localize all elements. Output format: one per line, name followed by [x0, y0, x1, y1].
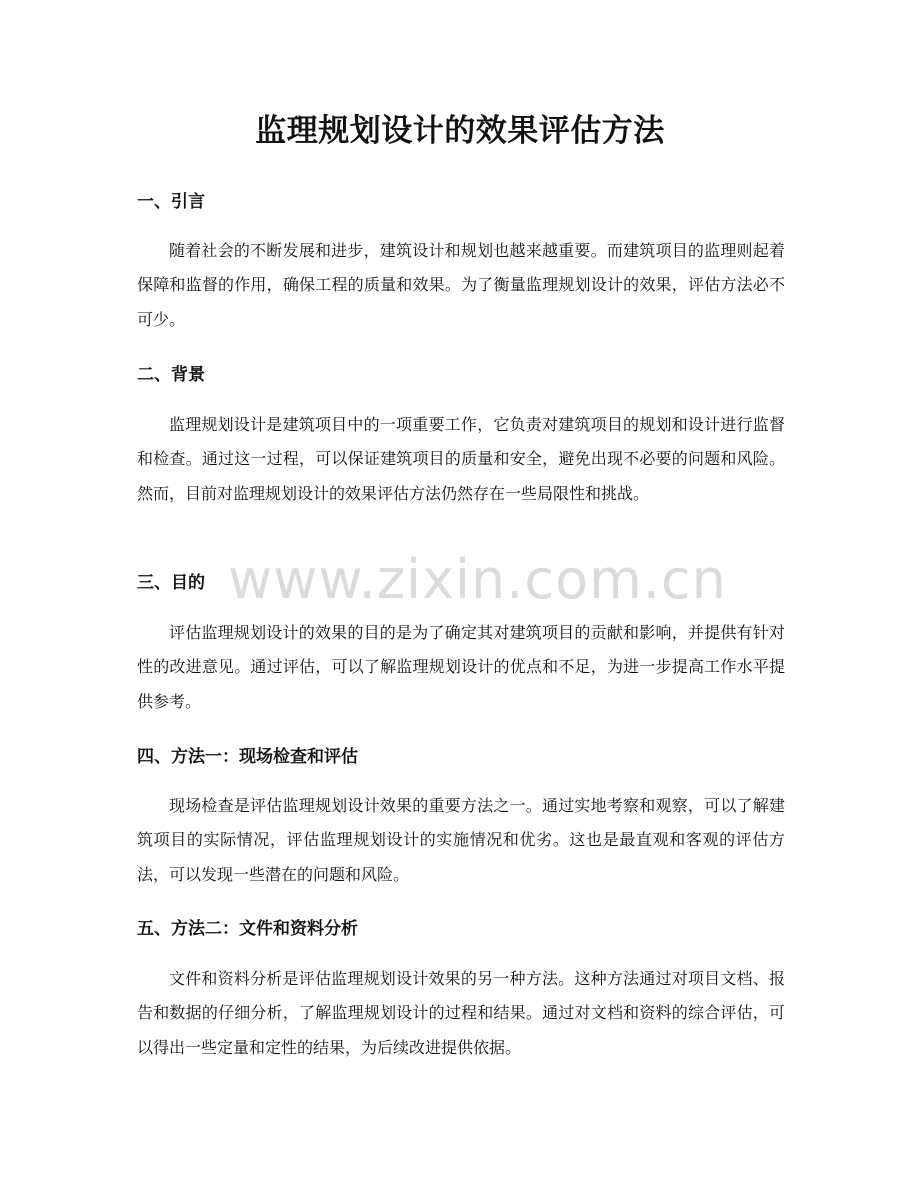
- section-heading-purpose: 三、目的: [137, 573, 205, 593]
- section-paragraph-method-one: 现场检查是评估监理规划设计效果的重要方法之一。通过实地考察和观察，可以了解建筑项目的实际情况，评估监理规划设计的实施情况和优劣。这也是最直观和客观的评估方法，可以发现一些潜在的问题和风险。: [137, 796, 785, 884]
- section-heading-background: 二、背景: [137, 365, 205, 385]
- section-heading-introduction: 一、引言: [137, 192, 205, 212]
- section-paragraph-background: 监理规划设计是建筑项目中的一项重要工作，它负责对建筑项目的规划和设计进行监督和检查。通过这一过程，可以保证建筑项目的质量和安全，避免出现不必要的问题和风险。然而，目前对监理规划设计的效果评估方法仍然存在一些局限性和挑战。: [137, 415, 785, 503]
- section-heading-method-two: 五、方法二：文件和资料分析: [137, 919, 358, 939]
- section-paragraph-method-two: 文件和资料分析是评估监理规划设计效果的另一种方法。这种方法通过对项目文档、报告和数据的仔细分析，了解监理规划设计的过程和结果。通过对文档和资料的综合评估，可以得出一些定量和定性的结果，为后续改进提供依据。: [137, 969, 785, 1057]
- section-paragraph-purpose: 评估监理规划设计的效果的目的是为了确定其对建筑项目的贡献和影响，并提供有针对性的改进意见。通过评估，可以了解监理规划设计的优点和不足，为进一步提高工作水平提供参考。: [137, 623, 785, 711]
- section-paragraph-introduction: 随着社会的不断发展和进步，建筑设计和规划也越来越重要。而建筑项目的监理则起着保障和监督的作用，确保工程的质量和效果。为了衡量监理规划设计的效果，评估方法必不可少。: [137, 241, 785, 329]
- section-heading-method-one: 四、方法一：现场检查和评估: [137, 747, 358, 767]
- watermark: www.zixin.com.cn: [228, 548, 727, 611]
- document-title: 监理规划设计的效果评估方法: [255, 113, 665, 149]
